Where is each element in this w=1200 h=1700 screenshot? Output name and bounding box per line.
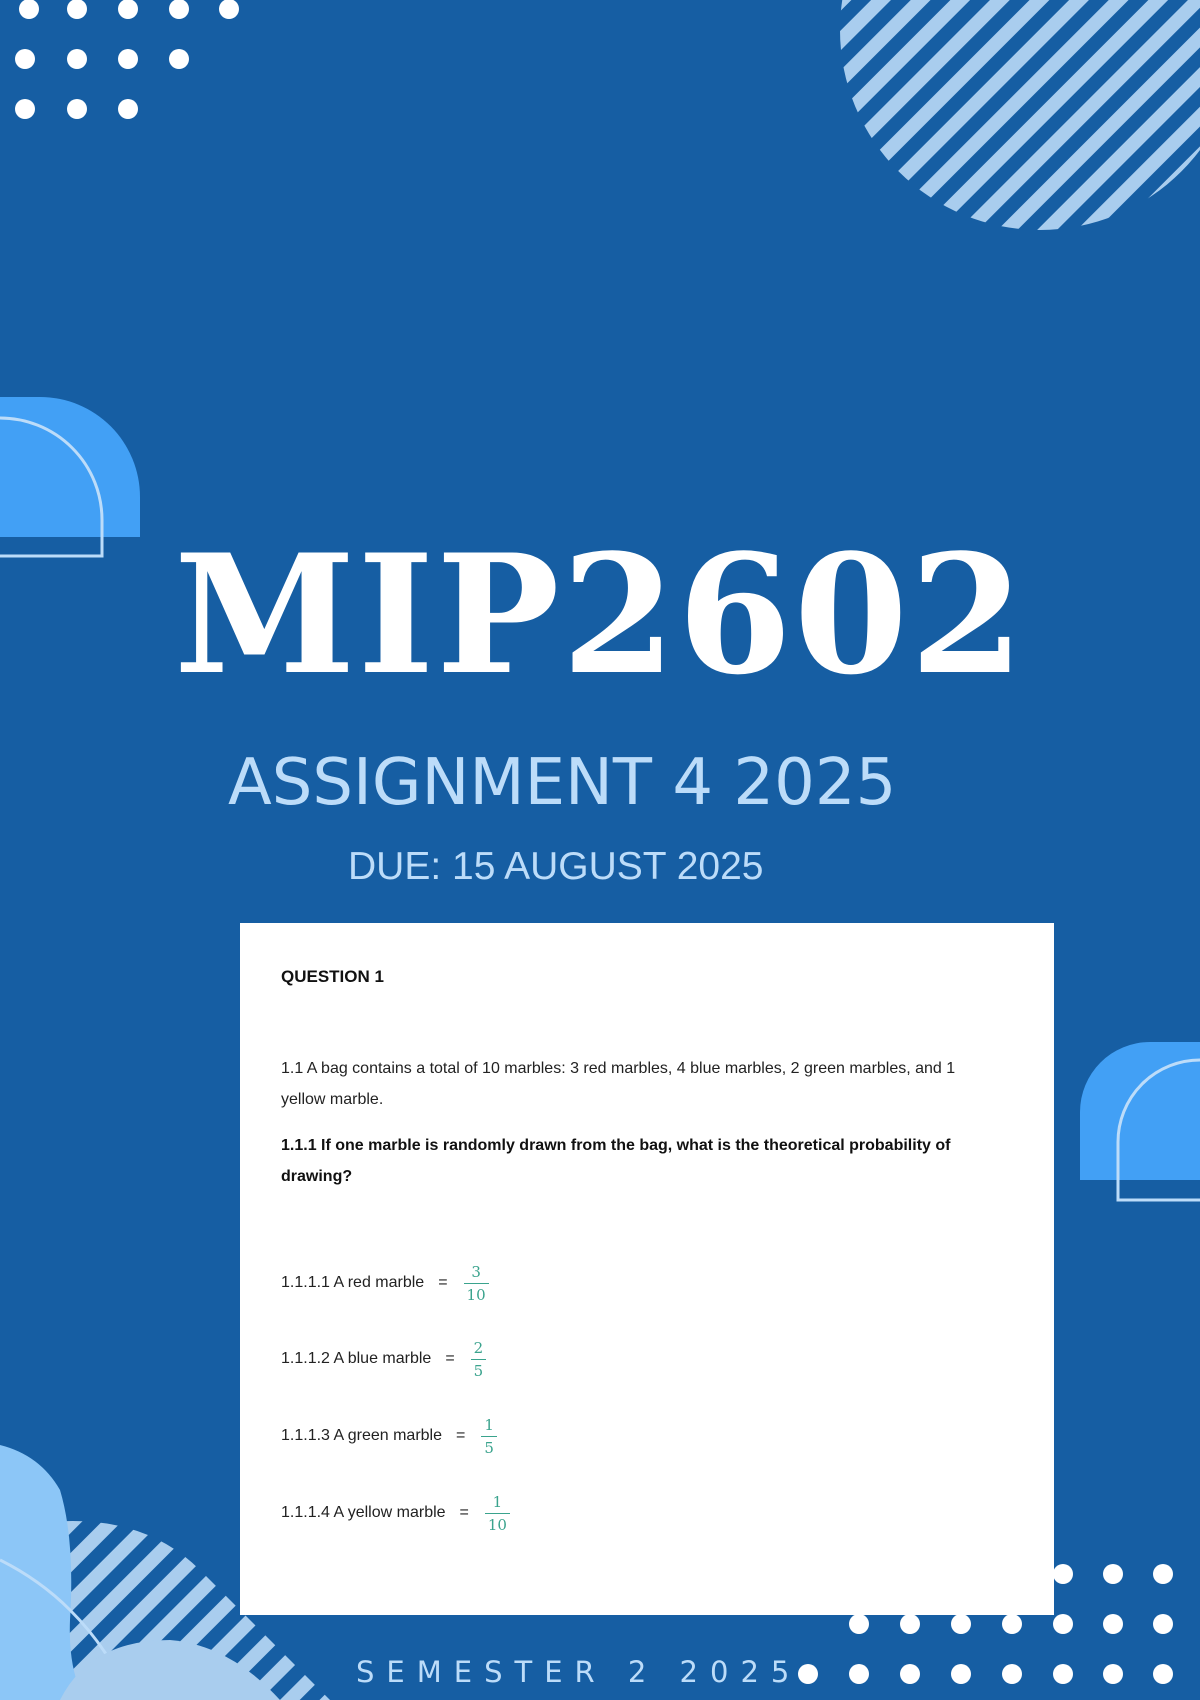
fraction-value (471, 1339, 487, 1380)
answer-row (281, 1255, 489, 1311)
equals-sign: = (459, 1504, 469, 1521)
answer-row (281, 1331, 486, 1387)
fraction-denominator: 10 (487, 1515, 507, 1534)
fraction-value (481, 1416, 497, 1457)
equals-sign: = (438, 1274, 448, 1291)
answer-label: 1.1.1.1 A red marble (281, 1274, 425, 1291)
answer-row (281, 1485, 510, 1541)
equals-sign: = (445, 1350, 455, 1367)
fraction-denominator: 10 (466, 1285, 486, 1304)
fraction-denominator: 5 (484, 1438, 494, 1457)
semester-label: SEMESTER 2 2025 (356, 1655, 802, 1689)
answer-label: 1.1.1.3 A green marble (281, 1427, 442, 1444)
question-card (240, 923, 1054, 1615)
course-code-title: MIP2602 (173, 518, 1027, 711)
answer-label: 1.1.1.2 A blue marble (281, 1350, 432, 1367)
dot-grid-top-left (15, 0, 239, 119)
answer-label: 1.1.1.4 A yellow marble (281, 1504, 446, 1521)
fraction-numerator: 2 (473, 1338, 484, 1357)
assignment-title: ASSIGNMENT 4 2025 (228, 746, 897, 820)
question-prompt: 1.1.1 If one marble is randomly drawn from the bag, what is the theoretical probability of drawing? (281, 1137, 951, 1185)
fraction-numerator: 3 (471, 1262, 481, 1281)
quarter-circle-left (0, 397, 140, 556)
striped-circle-top-right (820, 0, 1200, 240)
due-date: DUE: 15 AUGUST 2025 (348, 845, 764, 888)
fraction-value (485, 1493, 510, 1534)
fraction-numerator: 1 (484, 1415, 494, 1434)
answer-row (281, 1408, 497, 1464)
fraction-denominator: 5 (473, 1361, 484, 1380)
quarter-circle-right (1080, 1042, 1200, 1200)
question-heading: QUESTION 1 (281, 967, 384, 986)
equals-sign: = (456, 1427, 466, 1444)
fraction-value (464, 1263, 489, 1304)
question-intro: 1.1 A bag contains a total of 10 marbles: 3 red marbles, 4 blue marbles, 2 green marbles, and 1 yellow marble. (281, 1060, 956, 1108)
fraction-numerator: 1 (492, 1492, 503, 1511)
